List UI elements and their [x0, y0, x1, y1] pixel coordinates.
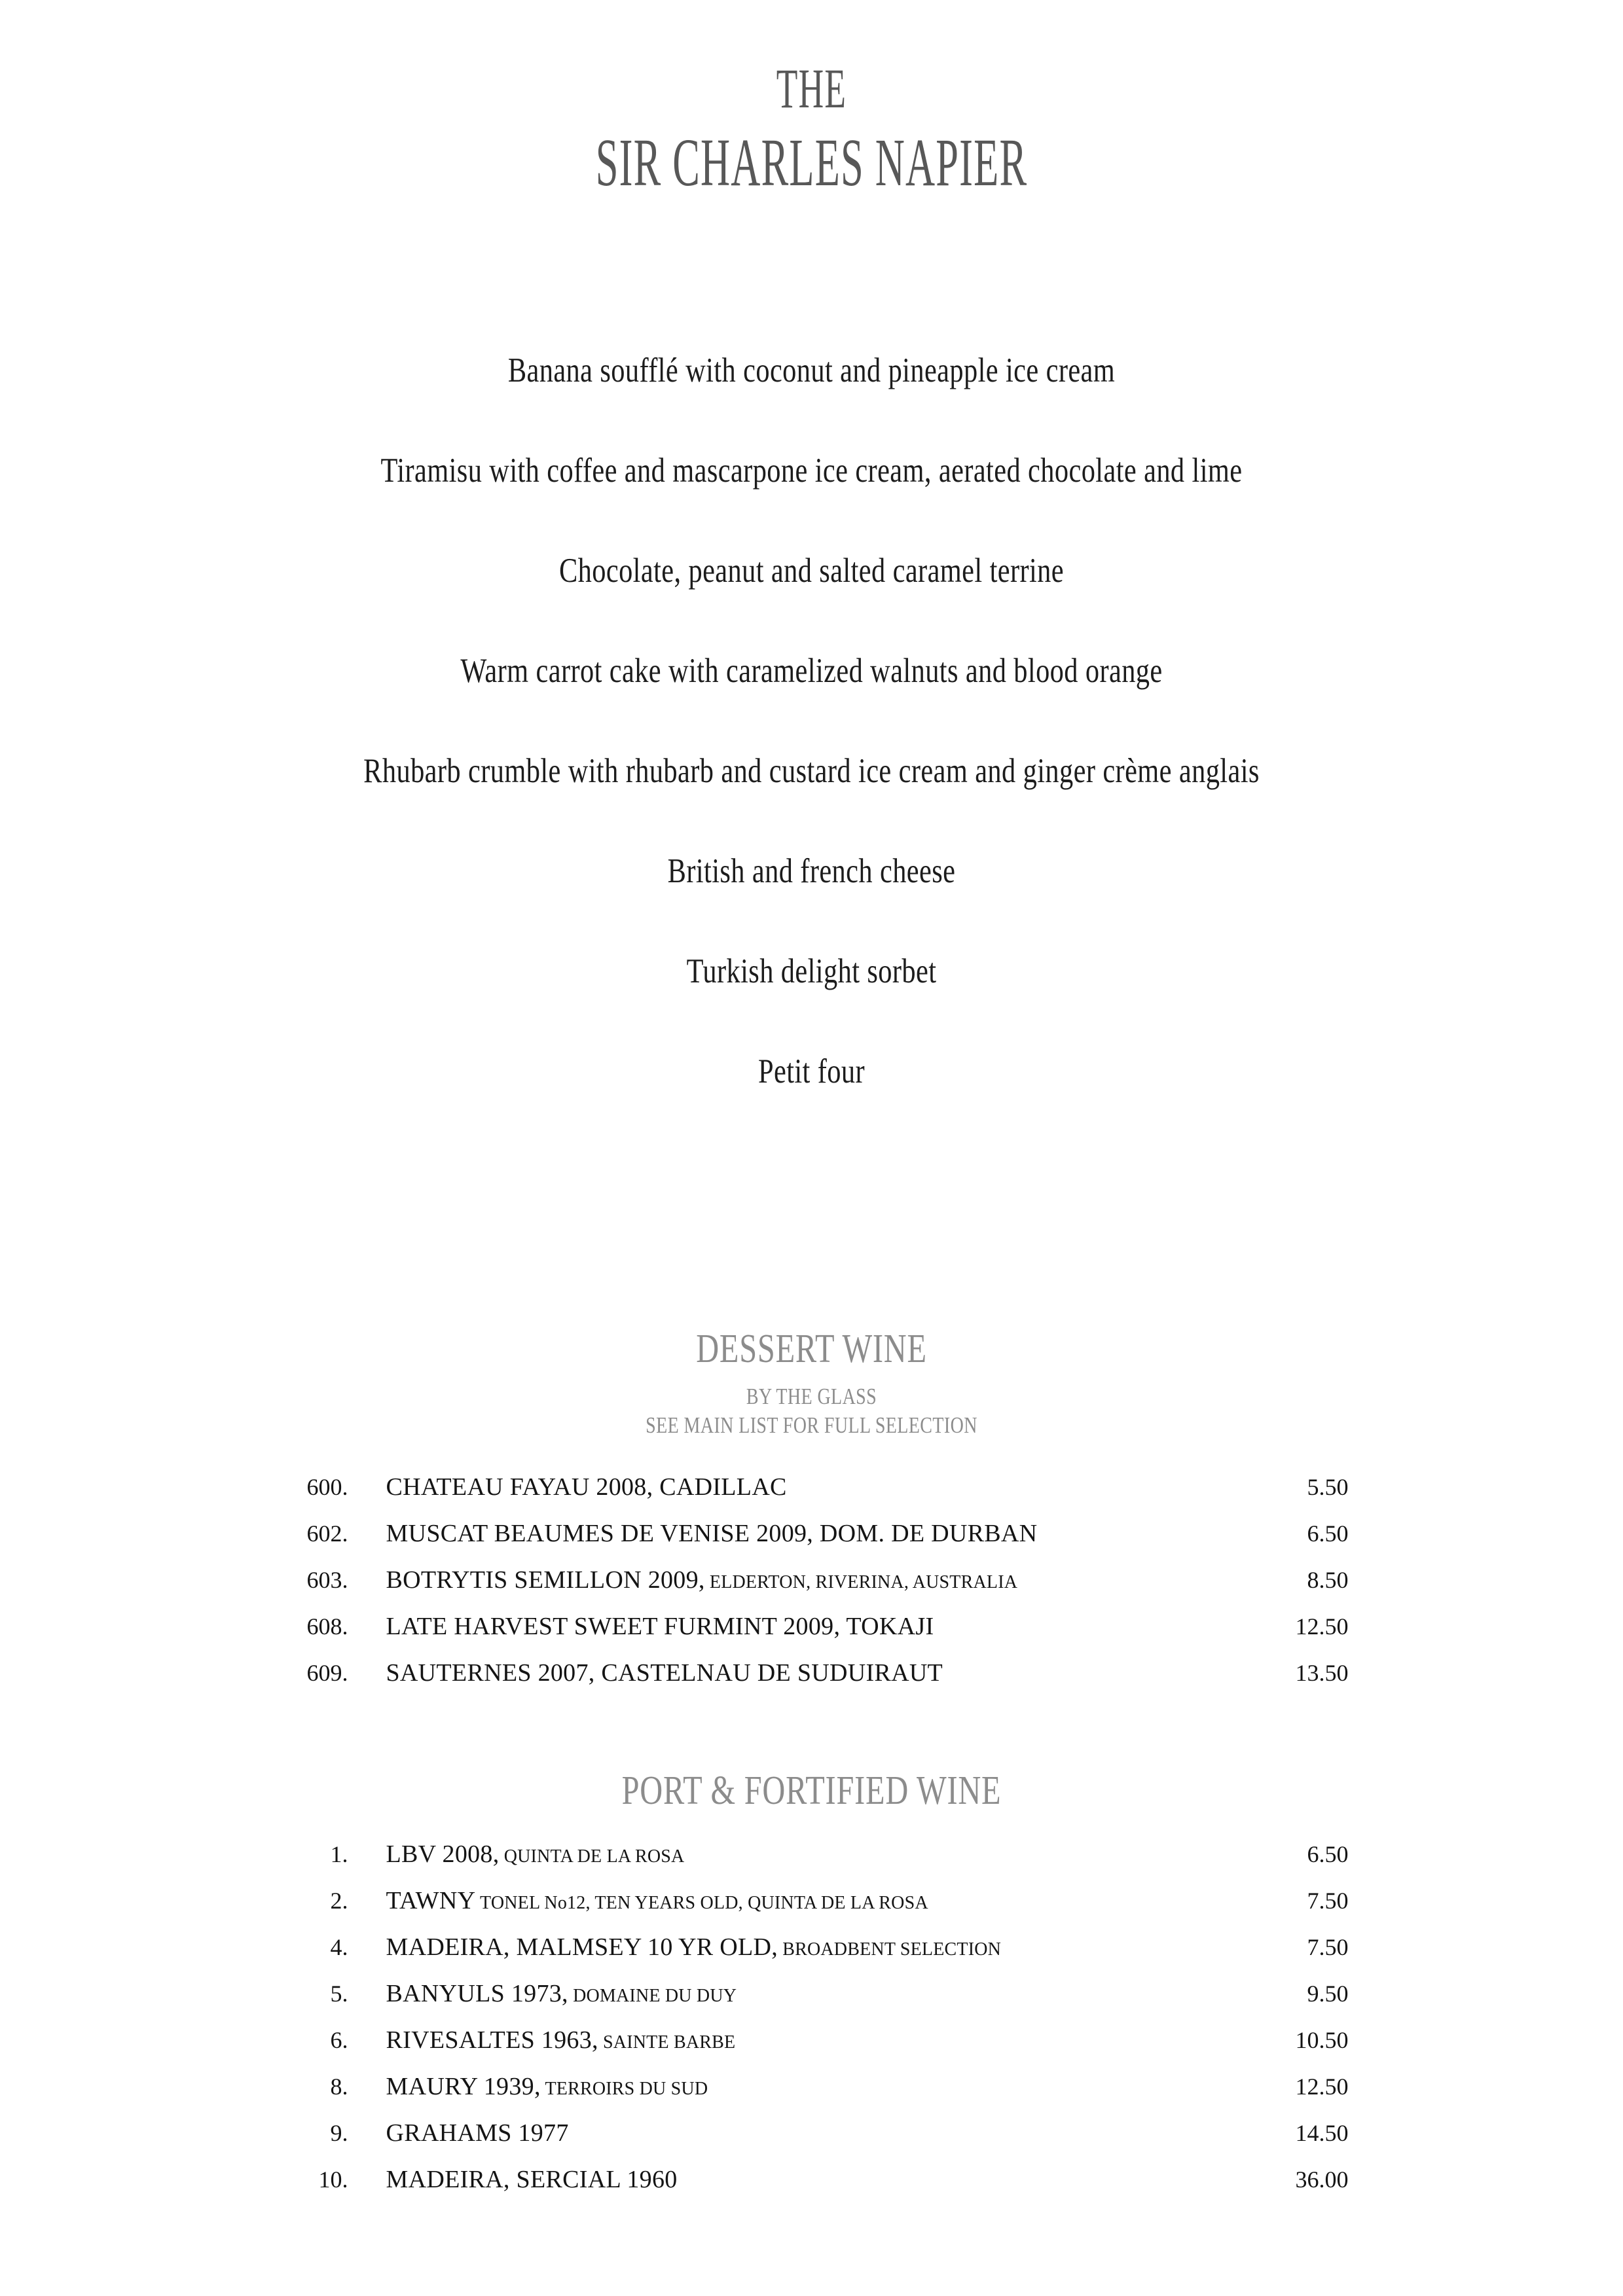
- wine-row-number: 9.: [330, 2120, 348, 2146]
- dessert-wine-subheading-see-main-list: SEE MAIN LIST FOR FULL SELECTION: [646, 1412, 977, 1438]
- masthead-line-restaurant-name: SIR CHARLES NAPIER: [595, 125, 1028, 200]
- wine-row-name: [348, 1979, 1224, 2008]
- wine-row-name-main: BANYULS 1973,: [386, 1980, 568, 2007]
- wine-row-number: 600.: [306, 1473, 348, 1500]
- wine-row-number: 1.: [330, 1841, 348, 1867]
- dessert-course-item: British and french cheese: [667, 852, 956, 890]
- wine-list-row: [275, 1659, 1349, 1705]
- wine-row-name-main: MUSCAT BEAUMES DE VENISE 2009, DOM. DE DURBAN: [386, 1519, 1038, 1547]
- wine-row-name: [348, 1886, 1224, 1915]
- wine-row-number: 4.: [330, 1934, 348, 1960]
- wine-row-price: 10.50: [1295, 2027, 1349, 2053]
- dessert-wine-items: [275, 1473, 1349, 1705]
- wine-row-price: 12.50: [1295, 2073, 1349, 2100]
- wine-row-number: 2.: [330, 1888, 348, 1914]
- wine-list-row: [275, 1566, 1349, 1612]
- wine-row-name-detail: TONEL No12, TEN YEARS OLD, QUINTA DE LA ROSA: [475, 1893, 928, 1913]
- wine-row-name-main: MAURY 1939,: [386, 2073, 541, 2100]
- dessert-wine-subheading-by-the-glass: BY THE GLASS: [746, 1384, 877, 1409]
- wine-row-name: [348, 1840, 1224, 1869]
- wine-row-name: [348, 1566, 1224, 1594]
- wine-row-name-detail: ELDERTON, RIVERINA, AUSTRALIA: [704, 1571, 1018, 1592]
- wine-row-price: 14.50: [1295, 2120, 1349, 2146]
- wine-row-name-detail: QUINTA DE LA ROSA: [499, 1846, 685, 1867]
- wine-row-name-main: SAUTERNES 2007, CASTELNAU DE SUDUIRAUT: [386, 1659, 943, 1687]
- dessert-course-item: Rhubarb crumble with rhubarb and custard ice cream and ginger crème anglais: [363, 752, 1260, 790]
- dessert-course-item: Warm carrot cake with caramelized walnuts and blood orange: [460, 652, 1163, 690]
- wine-row-name: [348, 1519, 1224, 1548]
- wine-row-name-main: MADEIRA, SERCIAL 1960: [386, 2166, 678, 2193]
- dessert-wine-subheadings: [0, 1382, 1623, 1440]
- wine-row-name-detail: TERROIRS DU SUD: [540, 2079, 708, 2099]
- wine-row-price: 9.50: [1307, 1981, 1349, 2007]
- wine-row-name: [348, 2119, 1224, 2147]
- wine-list-row: [275, 2165, 1349, 2212]
- wine-list-row: [275, 2026, 1349, 2072]
- wine-row-number: 10.: [318, 2166, 348, 2193]
- wine-row-price: 36.00: [1295, 2166, 1349, 2193]
- wine-row-name: [348, 2072, 1224, 2101]
- wine-row-price: 13.50: [1295, 1659, 1349, 1686]
- wine-row-name-detail: DOMAINE DU DUY: [568, 1986, 737, 2006]
- dessert-wine-section: [0, 1329, 1623, 1705]
- dessert-wine-heading: DESSERT WINE: [696, 1327, 927, 1371]
- wine-row-name: [348, 1659, 1224, 1687]
- wine-row-number: 6.: [330, 2027, 348, 2053]
- wine-row-name: [348, 1473, 1224, 1501]
- wine-row-number: 603.: [306, 1566, 348, 1593]
- wine-list-row: [275, 2072, 1349, 2119]
- wine-row-name: [348, 2026, 1224, 2054]
- dessert-course-list: [0, 353, 1623, 1089]
- wine-row-price: 7.50: [1307, 1888, 1349, 1914]
- wine-row-name-main: MADEIRA, MALMSEY 10 YR OLD,: [386, 1933, 778, 1961]
- dessert-course-item: Turkish delight sorbet: [686, 952, 937, 990]
- port-wine-heading: PORT & FORTIFIED WINE: [621, 1768, 1002, 1813]
- wine-row-name-main: LBV 2008,: [386, 1840, 500, 1868]
- wine-list-row: [275, 1840, 1349, 1886]
- restaurant-masthead: [0, 57, 1623, 200]
- wine-row-price: 8.50: [1307, 1566, 1349, 1593]
- port-wine-section: [0, 1770, 1623, 2212]
- dessert-course-item: Tiramisu with coffee and mascarpone ice cream, aerated chocolate and lime: [380, 452, 1243, 490]
- wine-row-number: 5.: [330, 1981, 348, 2007]
- wine-row-price: 6.50: [1307, 1841, 1349, 1867]
- wine-row-name-main: BOTRYTIS SEMILLON 2009,: [386, 1566, 705, 1594]
- wine-list-row: [275, 1979, 1349, 2026]
- wine-row-name: [348, 1612, 1224, 1641]
- dessert-course-item: Banana soufflé with coconut and pineapple ice cream: [507, 351, 1116, 389]
- wine-list-row: [275, 1519, 1349, 1566]
- dessert-course-item: Chocolate, peanut and salted caramel terrine: [558, 552, 1065, 590]
- wine-row-name-detail: BROADBENT SELECTION: [778, 1939, 1002, 1960]
- wine-row-name: [348, 1933, 1224, 1962]
- wine-list-row: [275, 1886, 1349, 1933]
- wine-row-name-main: TAWNY: [386, 1887, 476, 1914]
- wine-list-row: [275, 1933, 1349, 1979]
- wine-list-row: [275, 1612, 1349, 1659]
- wine-row-number: 602.: [306, 1520, 348, 1547]
- wine-row-name: [348, 2165, 1224, 2194]
- wine-row-price: 7.50: [1307, 1934, 1349, 1960]
- wine-row-name-main: GRAHAMS 1977: [386, 2119, 569, 2147]
- wine-list-row: [275, 1473, 1349, 1519]
- wine-row-price: 6.50: [1307, 1520, 1349, 1547]
- port-wine-items: [275, 1840, 1349, 2212]
- wine-row-number: 8.: [330, 2073, 348, 2100]
- wine-row-number: 609.: [306, 1659, 348, 1686]
- wine-row-price: 12.50: [1295, 1613, 1349, 1640]
- wine-list-row: [275, 2119, 1349, 2165]
- dessert-course-item: Petit four: [758, 1052, 865, 1090]
- wine-row-number: 608.: [306, 1613, 348, 1640]
- wine-row-price: 5.50: [1307, 1473, 1349, 1500]
- wine-row-name-main: RIVESALTES 1963,: [386, 2026, 598, 2054]
- wine-row-name-main: CHATEAU FAYAU 2008, CADILLAC: [386, 1473, 787, 1501]
- masthead-line-the: THE: [776, 57, 847, 120]
- wine-row-name-main: LATE HARVEST SWEET FURMINT 2009, TOKAJI: [386, 1612, 934, 1640]
- wine-row-name-detail: SAINTE BARBE: [598, 2032, 736, 2053]
